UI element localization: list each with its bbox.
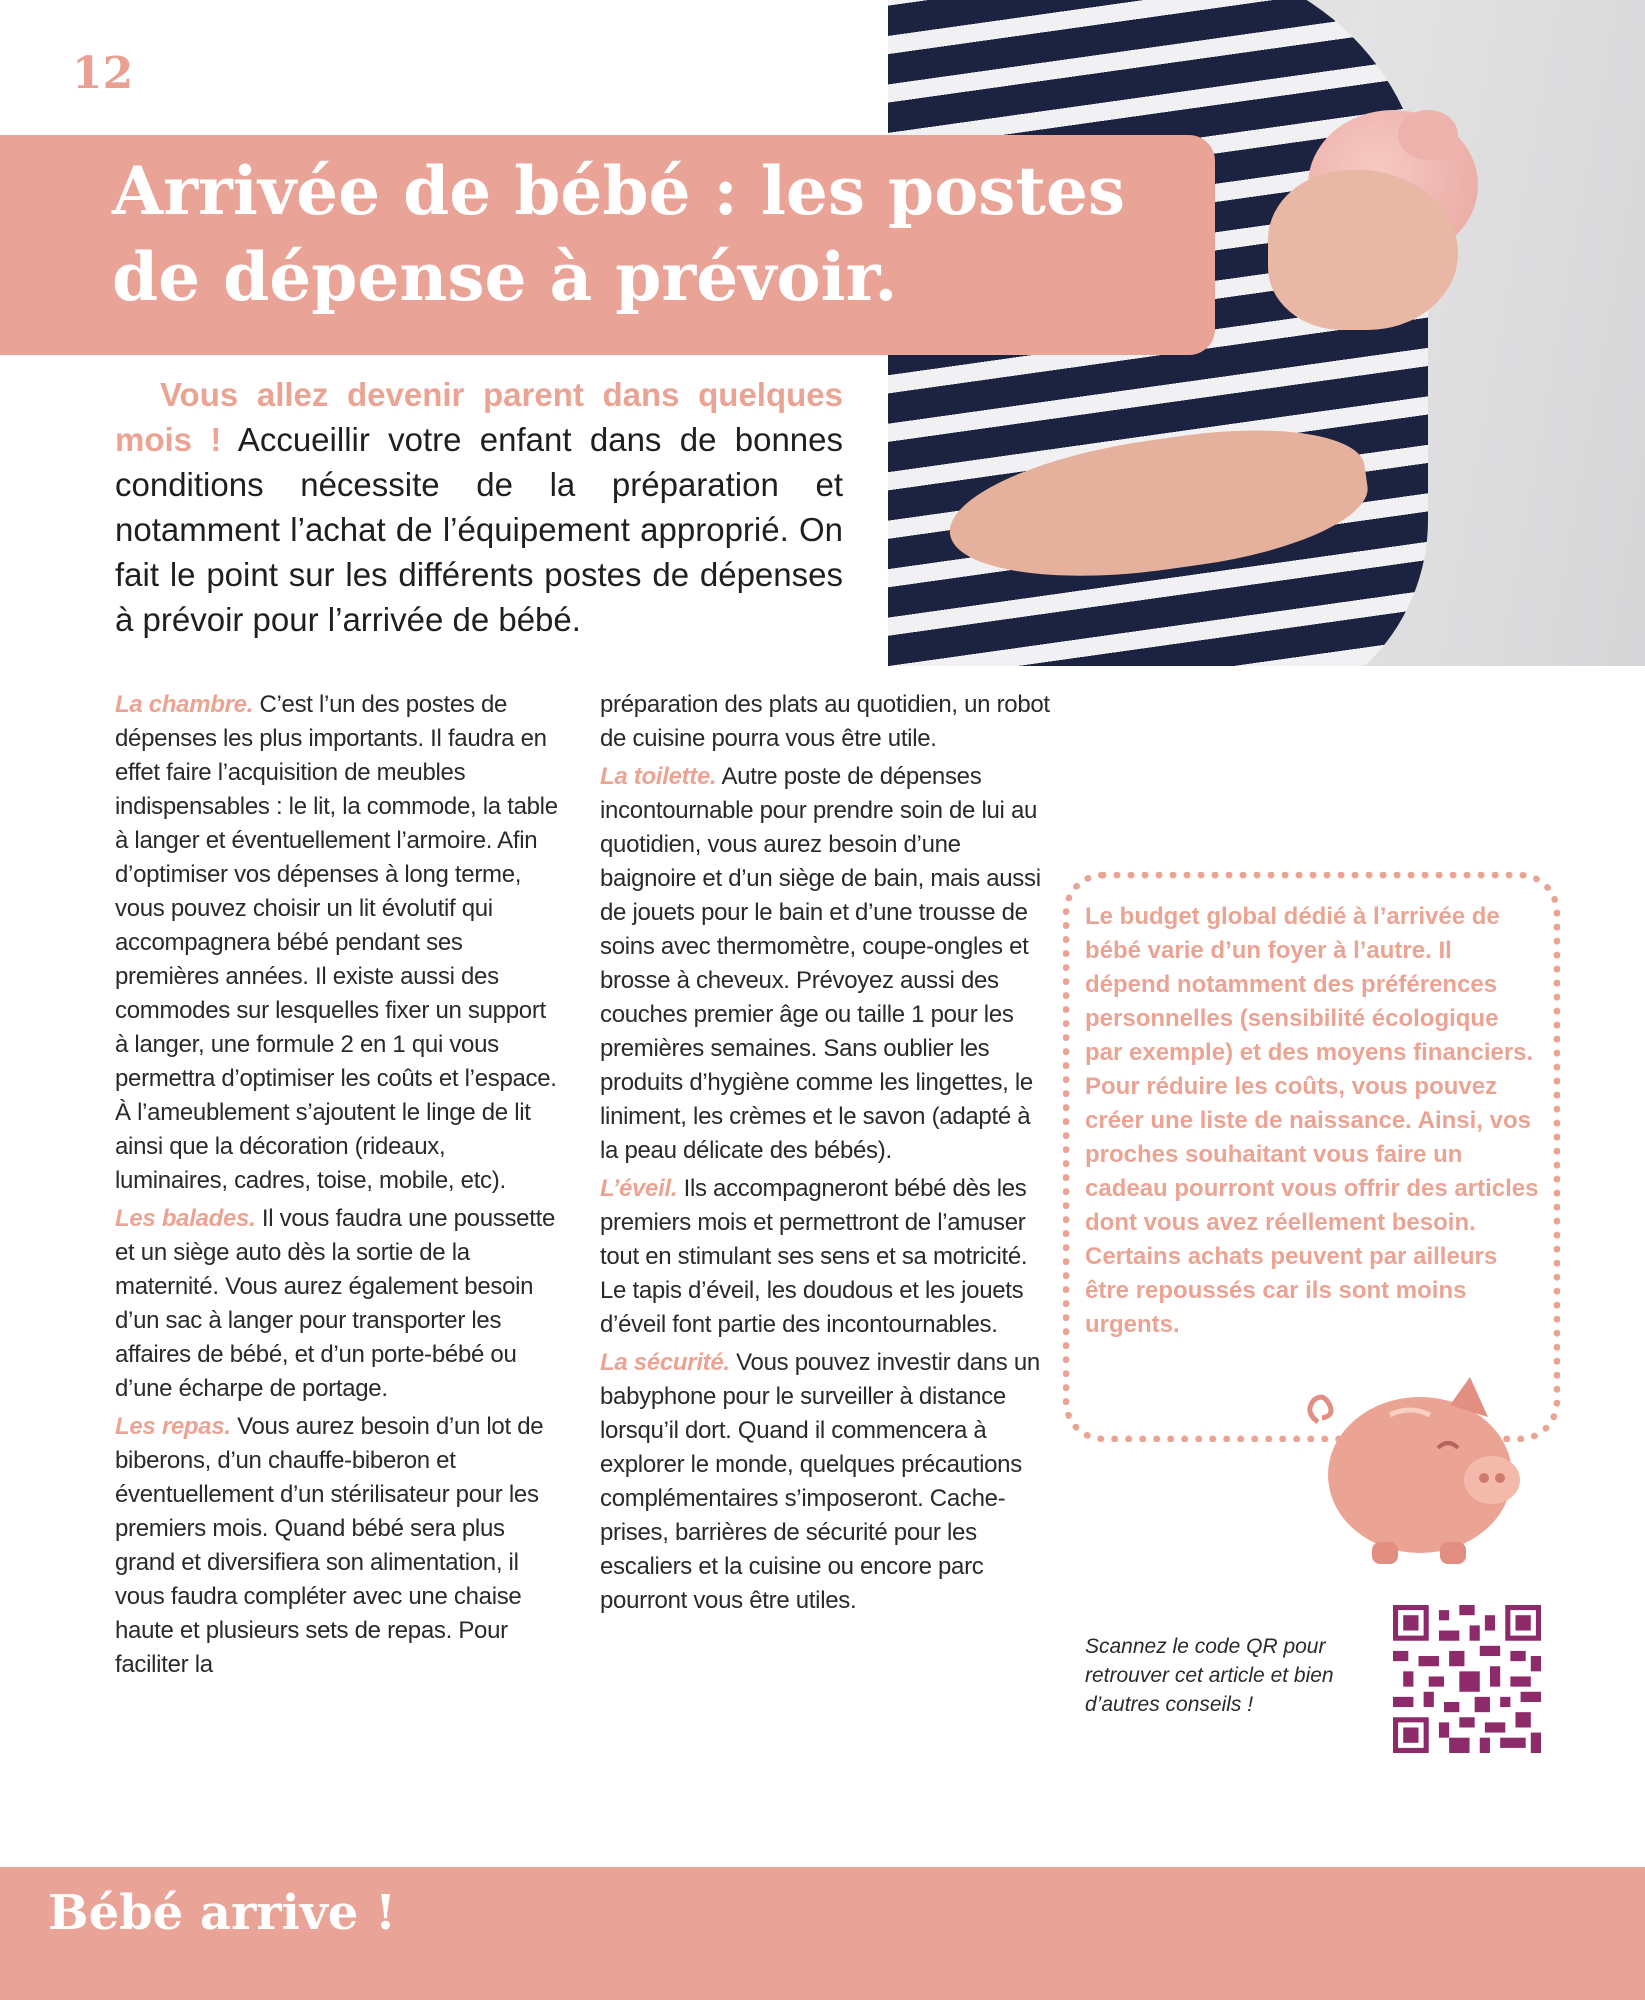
hand-holding-piggy <box>1268 170 1458 330</box>
page-number: 12 <box>72 48 134 99</box>
article-column-1 <box>115 688 563 1686</box>
section-keyword: La toilette. <box>600 763 717 790</box>
footer-title: Bébé arrive ! <box>48 1885 397 1941</box>
piggy-bank-icon <box>1300 1360 1530 1570</box>
section-toilette <box>600 760 1050 1168</box>
section-repas <box>115 1410 563 1682</box>
section-text: C’est l’un des postes de dépenses les plus importants. Il faudra en effet faire l’acquisition de meubles indispensables : le lit, la commode, la table à langer et éventuellement l’armoire. Afin d’optimiser vos dépenses à long terme, vous pouvez choisir un lit évolutif qui accompagnera bébé pendant ses premières années. Il existe aussi des commodes sur lesquelles fixer un support à langer, une formule 2 en 1 qui vous permettra d’optimiser les coûts et l’espace. À l’ameublement s’ajoutent le linge de lit ainsi que la décoration (rideaux, luminaires, cadres, toise, mobile, etc). <box>115 691 558 1194</box>
section-keyword: Les repas. <box>115 1413 231 1440</box>
section-keyword: La sécurité. <box>600 1349 730 1376</box>
section-text: Ils accompagneront bébé dès les premiers mois et permettront de l’amuser tout en stimulant ses sens et sa motricité. Le tapis d’éveil, les doudous et les jouets d’éveil font partie des incontournables. <box>600 1175 1028 1338</box>
section-securite <box>600 1346 1050 1618</box>
section-chambre <box>115 688 563 1198</box>
qr-caption: Scannez le code QR pour retrouver cet article et bien d’autres conseils ! <box>1085 1635 1334 1716</box>
intro-lead: Vous allez devenir parent dans quelques mois ! <box>115 376 843 458</box>
section-keyword: L’éveil. <box>600 1175 678 1202</box>
intro-text: Accueillir votre enfant dans de bonnes conditions nécessite de la préparation et notamment l’achat de l’équipement approprié. On fait le point sur les différents postes de dépenses à prévoir pour l’arrivée de bébé. <box>115 421 843 638</box>
section-eveil <box>600 1172 1050 1342</box>
section-text: Vous pouvez investir dans un babyphone pour le surveiller à distance lorsqu’il dort. Quand il commencera à explorer le monde, quelques précautions complémentaires s’imposeront. Cache-prises, barrières de sécurité pour les escaliers et la cuisine ou encore parc pourront vous être utiles. <box>600 1349 1040 1614</box>
piggy-ear <box>1398 110 1458 160</box>
section-balades <box>115 1202 563 1406</box>
article-column-2 <box>600 688 1050 1622</box>
section-keyword: La chambre. <box>115 691 254 718</box>
section-repas-continued: préparation des plats au quotidien, un robot de cuisine pourra vous être utile. <box>600 691 1050 752</box>
intro-paragraph <box>115 372 843 642</box>
section-text: Vous aurez besoin d’un lot de biberons, d’un chauffe-biberon et éventuellement d’un stérilisateur pour les premiers mois. Quand bébé sera plus grand et diversifiera son alimentation, il vous faudra compléter avec une chaise haute et plusieurs sets de repas. Pour faciliter la <box>115 1413 544 1678</box>
section-text: Autre poste de dépenses incontournable pour prendre soin de lui au quotidien, vous aurez besoin d’une baignoire et d’un siège de bain, mais aussi de jouets pour le bain et d’une trousse de soins avec thermomètre, coupe-ongles et brosse à cheveux. Prévoyez aussi des couches premier âge ou taille 1 pour les premières semaines. Sans oublier les produits d’hygiène comme les lingettes, le liniment, les crèmes et le savon (adapté à la peau délicate des bébés). <box>600 763 1041 1164</box>
page-title: Arrivée de bébé : les postes de dépense à prévoir. <box>112 152 1126 316</box>
qr-code-icon[interactable] <box>1393 1605 1541 1753</box>
section-text: Il vous faudra une poussette et un siège auto dès la sortie de la maternité. Vous aurez également besoin d’un sac à langer pour transporter les affaires de bébé, et d’un porte-bébé ou d’une écharpe de portage. <box>115 1205 555 1402</box>
budget-callout-text: Le budget global dédié à l’arrivée de bébé varie d’un foyer à l’autre. Il dépend notamment des préférences personnelles (sensibilité écologique par exemple) et des moyens financiers. Pour réduire les coûts, vous pouvez créer une liste de naissance. Ainsi, vos proches souhaitant vous faire un cadeau pourront vous offrir des articles dont vous avez réellement besoin. Certains achats peuvent par ailleurs être repoussés car ils sont moins urgents. <box>1085 903 1539 1338</box>
section-keyword: Les balades. <box>115 1205 256 1232</box>
